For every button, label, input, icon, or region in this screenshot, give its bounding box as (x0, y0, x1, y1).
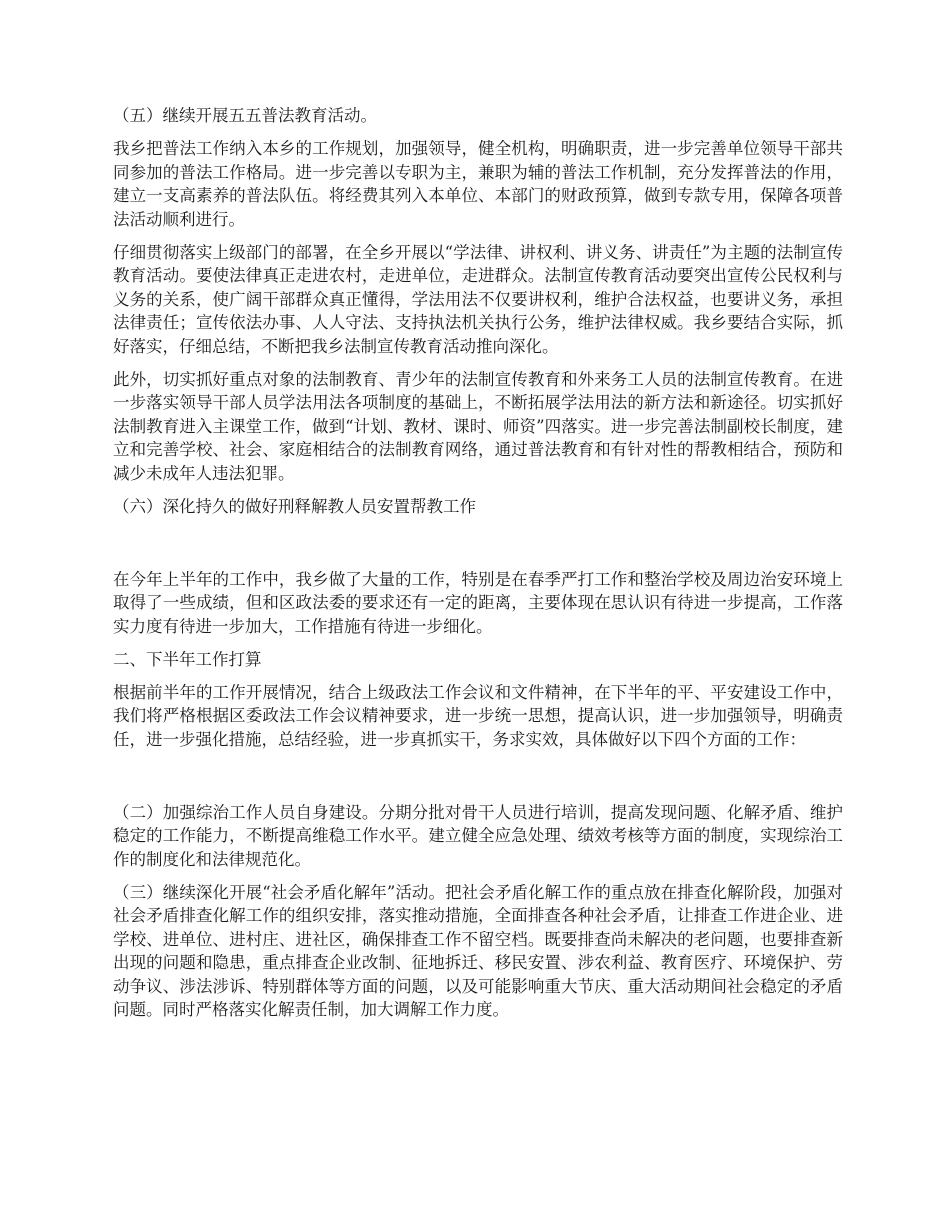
section-heading-second-half-plan: 二、下半年工作打算 (113, 649, 262, 669)
section-heading-six: （六）深化持久的做好刑释解教人员安置帮教工作 (113, 496, 476, 516)
paragraph-second-half-intro: 根据前半年的工作开展情况，结合上级政法工作会议和文件精神，在下半年的平、平安建设工作中，我们将严格根据区委政法工作会议精神要求，进一步统一思想，提高认识，进一步加强领导，明确责任，进一步强化措施，总结经验，进一步真抓实干，务求实效，具体做好以下四个方面的工作： (113, 682, 843, 749)
document-body (113, 104, 843, 1031)
paragraph-key-targets-education: 此外，切实抓好重点对象的法制教育、青少年的法制宣传教育和外来务工人员的法制宣传教育。在进一步落实领导干部人员学法用法各项制度的基础上，不断拓展学法用法的新方法和新途径。切实抓好法制教育进入主课堂工作，做到“计划、教材、课时、师资”四落实。进一步完善法制副校长制度，建立和完善学校、社会、家庭相结合的法制教育网络，通过普法教育和有针对性的帮教相结合，预防和减少未成年人违法犯罪。 (113, 369, 843, 483)
paragraph-legal-work-plan: 我乡把普法工作纳入本乡的工作规划，加强领导，健全机构，明确职责，进一步完善单位领导干部共同参加的普法工作格局。进一步完善以专职为主，兼职为辅的普法工作机制，充分发挥普法的作用，建立一支高素养的普法队伍。将经费其列入本单位、本部门的财政预算，做到专款专用，保障各项普法活动顺利进行。 (113, 139, 843, 229)
paragraph-conflict-resolution: （三）继续深化开展“社会矛盾化解年”活动。把社会矛盾化解工作的重点放在排查化解阶段，加强对社会矛盾排查化解工作的组织安排，落实推动措施，全面排查各种社会矛盾，让排查工作进企业、进学校、进单位、进村庄、进社区，确保排查工作不留空档。既要排查尚未解决的老问题，也要排查新出现的问题和隐患，重点排查企业改制、征地拆迁、移民安置、涉农利益、教育医疗、环境保护、劳动争议、涉法涉诉、特别群体等方面的问题，以及可能影响重大节庆、重大活动期间社会稳定的矛盾问题。同时严格落实化解责任制，加大调解工作力度。 (113, 882, 843, 1019)
paragraph-legal-education-activity: 仔细贯彻落实上级部门的部署，在全乡开展以“学法律、讲权利、讲义务、讲责任”为主题的法制宣传教育活动。要使法律真正走进农村，走进单位，走进群众。法制宣传教育活动要突出宣传公民权利与义务的关系，使广阔干部群众真正懂得，学法用法不仅要讲权利，维护合法权益，也要讲义务，承担法律责任；宣传依法办事、人人守法、支持执法机关执行公务，维护法律权威。我乡要结合实际，抓好落实，仔细总结，不断把我乡法制宣传教育活动推向深化。 (113, 242, 843, 356)
paragraph-first-half-summary: 在今年上半年的工作中，我乡做了大量的工作，特别是在春季严打工作和整治学校及周边治安环境上取得了一些成绩，但和区政法委的要求还有一定的距离，主要体现在思认识有待进一步提高，工作落实力度有待进一步加大，工作措施有待进一步细化。 (113, 569, 843, 636)
section-heading-five: （五）继续开展五五普法教育活动。 (113, 106, 377, 125)
paragraph-staff-building: （二）加强综治工作人员自身建设。分期分批对骨干人员进行培训，提高发现问题、化解矛盾、维护稳定的工作能力，不断提高维稳工作水平。建立健全应急处理、绩效考核等方面的制度，实现综治工作的制度化和法律规范化。 (113, 802, 843, 869)
blank-gap (113, 761, 843, 801)
blank-gap (113, 528, 843, 568)
